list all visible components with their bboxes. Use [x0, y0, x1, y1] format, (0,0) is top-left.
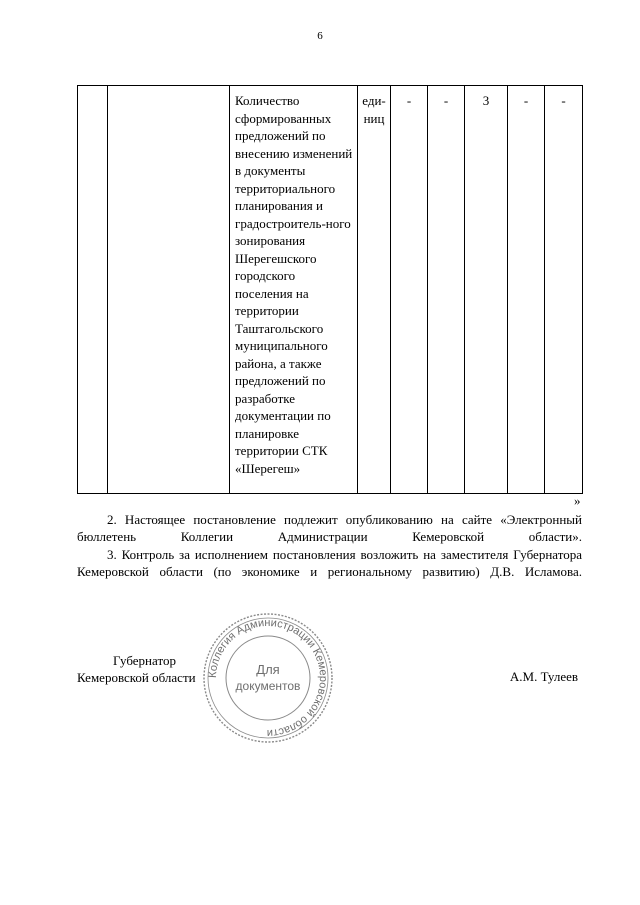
- signature-title-line2: Кемеровской области: [77, 670, 196, 685]
- paragraph-control: 3. Контроль за исполнением постановления возложить на заместителя Губернатора Кемеровской области (по экономике и региональному развитию) Д.В. Исламова.: [77, 547, 582, 579]
- paragraph-publication: 2. Настоящее постановление подлежит опубликованию на сайте «Электронный бюллетень Коллегии Администрации Кемеровской области».: [77, 512, 582, 544]
- indicators-table: [77, 85, 583, 494]
- official-stamp: [202, 612, 334, 744]
- signature-title: [77, 652, 196, 686]
- stamp-inner-line1: Для: [256, 662, 280, 677]
- page-number: 6: [317, 30, 323, 42]
- signature-name: А.М. Тулеев: [509, 669, 578, 684]
- empty-cell: [108, 86, 230, 494]
- table-row: [78, 86, 583, 494]
- value-cell: -: [391, 86, 428, 494]
- indicator-cell: Количество сформированных предложений по внесению изменений в документы территориального планирования и градостроитель-ного зонирования Шерегешского городского поселения на территории Таштагольского муниципального района, а также предложений по разработке документации по планировке территории СТК «Шерегеш»: [230, 86, 358, 494]
- stamp-outer-text: Коллегия Администрации Кемеровской области: [206, 616, 330, 740]
- signature-title-line1: Губернатор: [113, 653, 176, 668]
- closing-quote: »: [574, 493, 581, 508]
- value-cell: 3: [465, 86, 508, 494]
- value-cell: -: [545, 86, 583, 494]
- unit-cell: еди-ниц: [358, 86, 391, 494]
- empty-cell: [78, 86, 108, 494]
- value-cell: -: [508, 86, 545, 494]
- stamp-inner-line2: документов: [235, 679, 301, 693]
- value-cell: -: [428, 86, 465, 494]
